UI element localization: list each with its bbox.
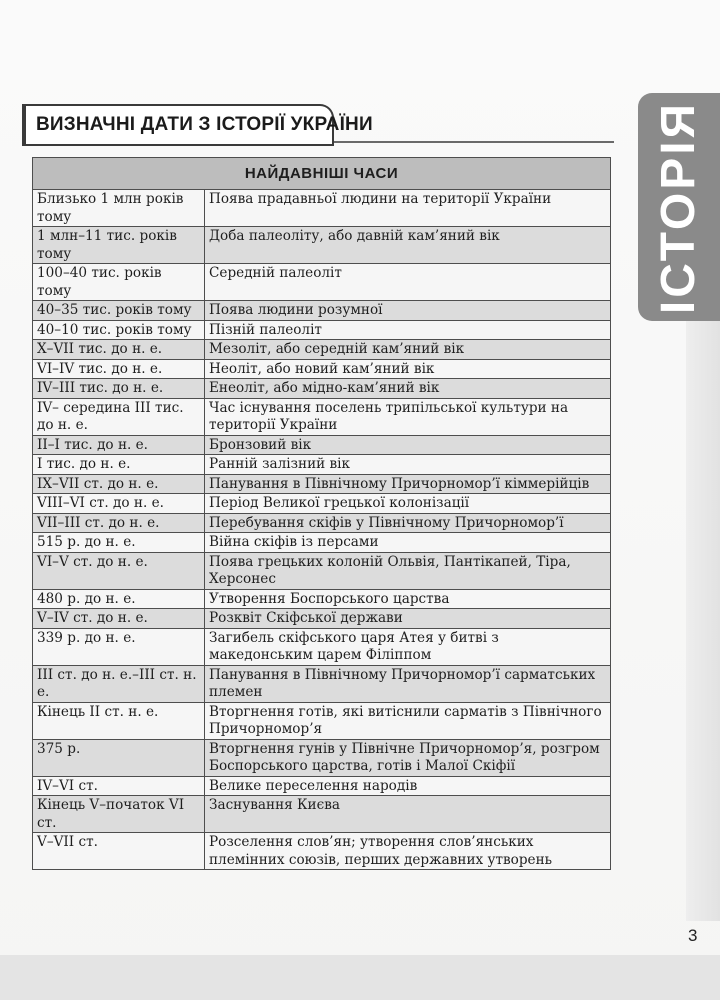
table-row — [33, 474, 611, 494]
event-cell: Доба палеоліту, або давній кам’яний вік — [205, 227, 611, 264]
table-row — [33, 435, 611, 455]
table-row — [33, 494, 611, 514]
event-cell: Розселення слов’ян; утворення слов’янських племінних союзів, перших державних утворень — [205, 833, 611, 870]
event-cell: Розквіт Скіфської держави — [205, 609, 611, 629]
event-cell: Війна скіфів із персами — [205, 533, 611, 553]
date-cell: IV– середина III тис. до н. е. — [33, 398, 205, 435]
table-row — [33, 340, 611, 360]
table-body — [33, 190, 611, 870]
table-row — [33, 264, 611, 301]
date-cell: III ст. до н. е.–III ст. н. е. — [33, 665, 205, 702]
table-row — [33, 190, 611, 227]
event-cell: Вторгнення гунів у Північне Причорномор’я, розгром Боспорського царства, готів і Малої Скіфії — [205, 739, 611, 776]
date-cell: 40–10 тис. років тому — [33, 320, 205, 340]
date-cell: 1 млн–11 тис. років тому — [33, 227, 205, 264]
table-row — [33, 702, 611, 739]
date-cell: II–I тис. до н. е. — [33, 435, 205, 455]
subject-tab-label-wrap — [638, 93, 720, 321]
event-cell: Поява грецьких колоній Ольвія, Пантікапей, Тіра, Херсонес — [205, 552, 611, 589]
table-row — [33, 776, 611, 796]
date-cell: Кінець V–початок VI ст. — [33, 796, 205, 833]
page-number: 3 — [688, 926, 698, 945]
table-row — [33, 379, 611, 399]
table-row — [33, 533, 611, 553]
table-section-title: НАЙДАВНІШІ ЧАСИ — [33, 158, 611, 190]
event-cell: Бронзовий вік — [205, 435, 611, 455]
table-row — [33, 398, 611, 435]
date-cell: X–VII тис. до н. е. — [33, 340, 205, 360]
event-cell: Енеоліт, або мідно-кам’яний вік — [205, 379, 611, 399]
date-cell: IV–III тис. до н. е. — [33, 379, 205, 399]
event-cell: Пізній палеоліт — [205, 320, 611, 340]
event-cell: Загибель скіфського царя Атея у битві з македонським царем Філіппом — [205, 628, 611, 665]
event-cell: Вторгнення готів, які витіснили сарматів з Північного Причорномор’я — [205, 702, 611, 739]
event-cell: Панування в Північному Причорномор’ї кіммерійців — [205, 474, 611, 494]
table-row — [33, 739, 611, 776]
date-cell: VIII–VI ст. до н. е. — [33, 494, 205, 514]
event-cell: Велике переселення народів — [205, 776, 611, 796]
event-cell: Панування в Північному Причорномор’ї сарматських племен — [205, 665, 611, 702]
date-cell: 515 р. до н. е. — [33, 533, 205, 553]
table-header-row — [33, 158, 611, 190]
date-cell: IX–VII ст. до н. е. — [33, 474, 205, 494]
table-row — [33, 359, 611, 379]
date-cell: 100–40 тис. років тому — [33, 264, 205, 301]
date-cell: 40–35 тис. років тому — [33, 301, 205, 321]
event-cell: Утворення Боспорського царства — [205, 589, 611, 609]
page-edge-strip — [686, 321, 720, 921]
date-cell: VI–V ст. до н. е. — [33, 552, 205, 589]
table-row — [33, 455, 611, 475]
table-row — [33, 609, 611, 629]
date-cell: 339 р. до н. е. — [33, 628, 205, 665]
table-row — [33, 227, 611, 264]
date-cell: VII–III ст. до н. е. — [33, 513, 205, 533]
date-cell: Близько 1 млн років тому — [33, 190, 205, 227]
dates-table — [32, 157, 611, 870]
date-cell: V–VII ст. — [33, 833, 205, 870]
section-title: ВИЗНАЧНІ ДАТИ З ІСТОРІЇ УКРАЇНИ — [36, 114, 373, 135]
page-bottom-shadow — [0, 955, 720, 1000]
event-cell: Заснування Києва — [205, 796, 611, 833]
table-row — [33, 320, 611, 340]
table-row — [33, 628, 611, 665]
event-cell: Ранній залізний вік — [205, 455, 611, 475]
table-row — [33, 589, 611, 609]
table-row — [33, 796, 611, 833]
event-cell: Поява прадавньої людини на території України — [205, 190, 611, 227]
event-cell: Перебування скіфів у Північному Причорномор’ї — [205, 513, 611, 533]
event-cell: Середній палеоліт — [205, 264, 611, 301]
event-cell: Поява людини розумної — [205, 301, 611, 321]
table-row — [33, 833, 611, 870]
table-row — [33, 665, 611, 702]
date-cell: Кінець II ст. н. е. — [33, 702, 205, 739]
section-header — [22, 104, 373, 146]
date-cell: V–IV ст. до н. е. — [33, 609, 205, 629]
date-cell: 480 р. до н. е. — [33, 589, 205, 609]
date-cell: I тис. до н. е. — [33, 455, 205, 475]
table-row — [33, 301, 611, 321]
event-cell: Мезоліт, або середній кам’яний вік — [205, 340, 611, 360]
table-row — [33, 552, 611, 589]
header-rule — [334, 141, 614, 143]
date-cell: IV–VI ст. — [33, 776, 205, 796]
table-row — [33, 513, 611, 533]
event-cell: Період Великої грецької колонізації — [205, 494, 611, 514]
date-cell: VI–IV тис. до н. е. — [33, 359, 205, 379]
subject-tab-label: ІСТОРІЯ — [652, 100, 706, 314]
date-cell: 375 р. — [33, 739, 205, 776]
event-cell: Неоліт, або новий кам’яний вік — [205, 359, 611, 379]
event-cell: Час існування поселень трипільської культури на території України — [205, 398, 611, 435]
